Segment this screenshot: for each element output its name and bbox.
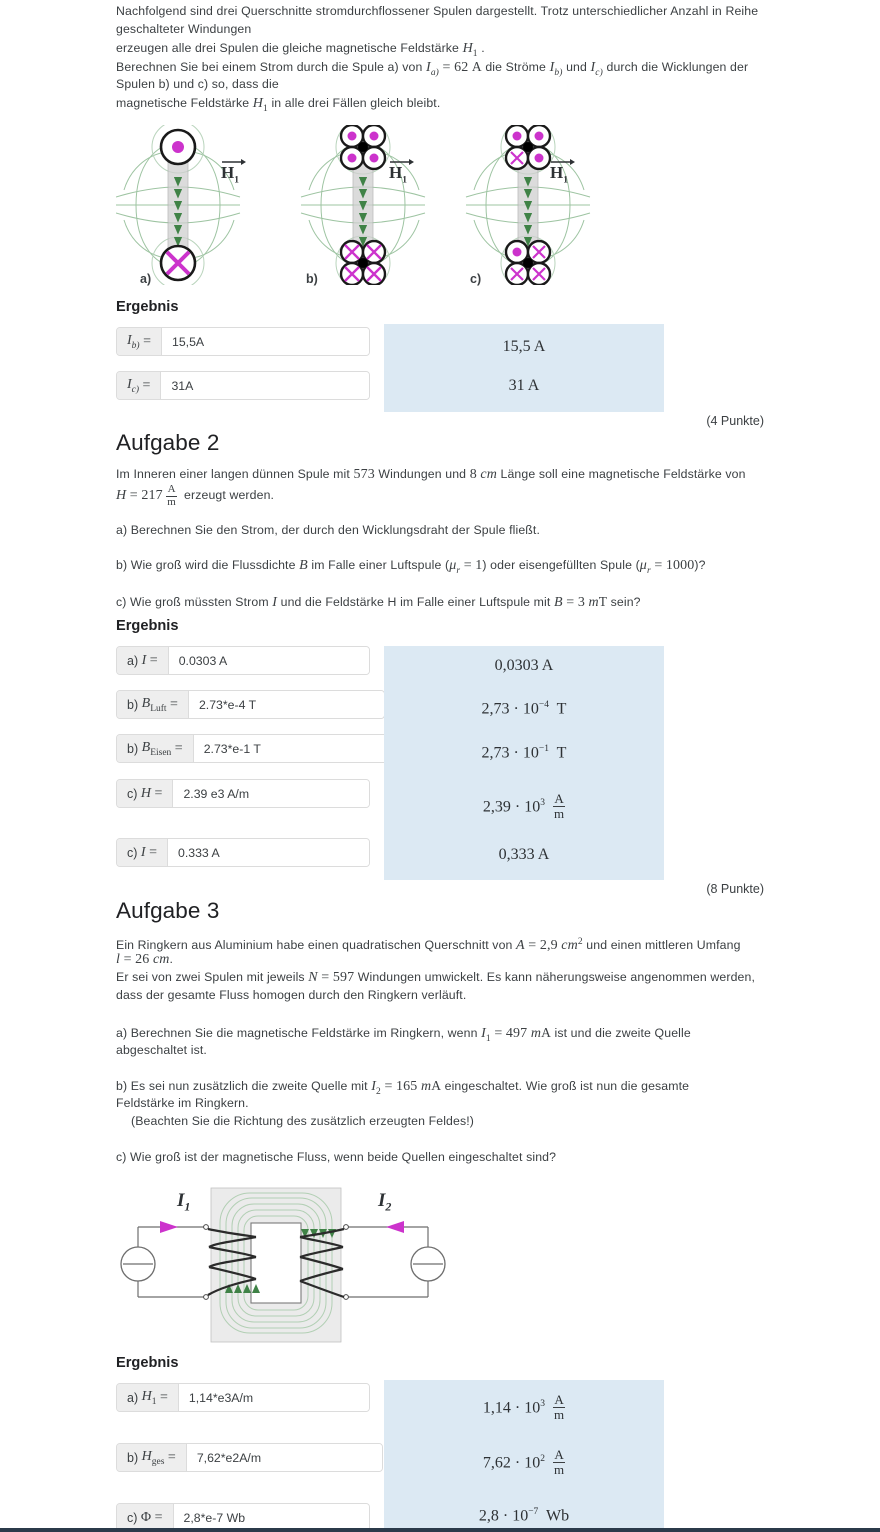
task1-intro-line-6: magnetische Feldstärke $H_1$ in alle drei Fällen gleich bleibt. xyxy=(116,96,441,114)
task2-laenge: 8 xyxy=(469,467,477,482)
coil-cross-sections-figure xyxy=(116,125,676,285)
task2-title: Aufgabe 2 xyxy=(116,430,220,455)
task3-question-b-line2: Feldstärke im Ringkern. xyxy=(116,1096,249,1110)
task2-input-label-b-BEisen: b) $B_{Eisen}$ = xyxy=(117,735,194,762)
task1-answer-Ic: 31 A xyxy=(508,377,540,394)
task2-input-field-a-I[interactable]: 0.0303 A xyxy=(169,647,369,674)
figure-caption-a: a) xyxy=(140,272,152,286)
task1-current-a: 62 xyxy=(454,60,469,75)
task2-answer-panel xyxy=(384,646,664,880)
task3-line4: dass der gesamte Fluss homogen durch den Ringkern verläuft. xyxy=(116,988,467,1002)
task2-windungen: 573 xyxy=(353,467,375,482)
task3-answer-c-Phi: $2,8 \cdot 10^{-7}$ Wb xyxy=(478,1507,570,1525)
ring-core-svg xyxy=(116,1185,456,1345)
task2-input-label-c-H: c) H = xyxy=(117,780,173,807)
coil-c xyxy=(466,125,590,285)
coil-a xyxy=(116,125,240,285)
task2-ergebnis-heading: Ergebnis xyxy=(116,618,179,634)
field-vector-label-a: $H_1$ xyxy=(221,158,247,185)
task2-input-field-c-I[interactable]: 0.333 A xyxy=(168,839,369,866)
page-bottom-edge xyxy=(0,1528,880,1532)
conductor-cluster-top-c xyxy=(506,125,550,169)
task2-input-group-c-I[interactable] xyxy=(116,838,370,867)
conductor-cluster-bottom-b xyxy=(341,241,385,285)
task3-question-b-line3: (Beachten Sie die Richtung des zusätzlich erzeugten Feldes!) xyxy=(131,1114,474,1128)
task2-input-group-a-I[interactable] xyxy=(116,646,370,675)
task3-question-a-line1: a) Berechnen Sie die magnetische Feldstärke im Ringkern, wenn $I_1 = 497$ mA ist und die zweite Quelle xyxy=(116,1025,691,1044)
task1-ergebnis-heading: Ergebnis xyxy=(116,299,179,315)
conductor-cluster-top-b xyxy=(341,125,385,169)
task3-line2: l = 26 cm. xyxy=(116,952,174,967)
task3-question-b-line1: b) Es sei nun zusätzlich die zweite Quelle mit $I_2 = 165$ mA eingeschaltet. Wie groß ist nun die gesamte xyxy=(116,1078,690,1097)
ring-core-figure xyxy=(116,1185,456,1345)
figure-caption-b: b) xyxy=(306,272,318,286)
task3-input-group-a-H1[interactable] xyxy=(116,1383,370,1412)
task3-answer-b-Hges: $7,62 \cdot 10^2$ $\frac{A}{m}$ xyxy=(482,1447,565,1478)
current-out-of-page-marker-a xyxy=(172,141,184,153)
task2-answer-a-I: 0,0303 A xyxy=(494,657,554,674)
task1-intro-line-5: Spulen b) und c) so, dass die xyxy=(116,77,279,91)
task2-answer-c-H: $2,39 \cdot 10^3$ $\frac{A}{m}$ xyxy=(482,791,565,822)
field-vector-label-b: $H_1$ xyxy=(389,158,415,185)
task3-input-label-c-Phi: c) Φ = xyxy=(117,1504,174,1531)
task2-input-group-c-H[interactable] xyxy=(116,779,370,808)
task3-ergebnis-heading: Ergebnis xyxy=(116,1355,179,1371)
task1-input-label-Ib: $I_{b)}$ = xyxy=(117,328,162,355)
conductor-cluster-bottom-c xyxy=(506,241,550,285)
task2-question-a: a) Berechnen Sie den Strom, der durch den Wicklungsdraht der Spule fließt. xyxy=(116,523,540,537)
task2-input-label-c-I: c) I = xyxy=(117,839,168,866)
task2-answer-c-I: 0,333 A xyxy=(498,846,550,863)
task2-input-field-b-BLuft[interactable]: 2.73*e-4 T xyxy=(189,691,384,718)
task2-input-field-c-H[interactable]: 2.39 e3 A/m xyxy=(173,780,369,807)
task2-question-c: c) Wie groß müssten Strom I und die Feldstärke H im Falle einer Luftspule mit B = 3 mT sein? xyxy=(116,594,641,610)
right-current-arrow xyxy=(386,1221,404,1233)
task1-input-field-Ib[interactable]: 15,5A xyxy=(162,328,369,355)
task3-line1: Ein Ringkern aus Aluminium habe einen quadratischen Querschnitt von A = 2,9 $cm^2$ und einen mittleren Umfang xyxy=(116,937,741,954)
task1-input-group-Ib[interactable] xyxy=(116,327,370,356)
task1-punkte: (4 Punkte) xyxy=(706,414,764,428)
task3-input-field-b-Hges[interactable]: 7,62*e2A/m xyxy=(187,1444,382,1471)
task3-line3: Er sei von zwei Spulen mit jeweils N = 597 Windungen umwickelt. Es kann näherungsweise angenommen werden, xyxy=(116,970,756,985)
task1-intro-line-4: Berechnen Sie bei einem Strom durch die Spule a) von $I_{a)} = 62$ A die Ströme $I_{b)}$ und $I_{c)}$ durch die Wicklungen der xyxy=(116,59,749,78)
ring-core-label-I2: $I_2$ xyxy=(378,1190,392,1214)
task3-input-group-b-Hges[interactable] xyxy=(116,1443,383,1472)
task3-question-a-line2: abgeschaltet ist. xyxy=(116,1043,207,1057)
task2-body-line2: H = 217 $\frac{A}{m}$ erzeugt werden. xyxy=(116,483,275,508)
task3-input-label-a-H1: a) $H_1$ = xyxy=(117,1384,179,1411)
task1-input-field-Ic[interactable]: 31A xyxy=(161,372,369,399)
task2-answer-b-BLuft: $2,73 \cdot 10^{-4}$ T xyxy=(481,700,567,718)
task3-answer-panel xyxy=(384,1380,664,1532)
task2-input-group-b-BEisen[interactable] xyxy=(116,734,388,763)
task1-intro-line-3: erzeugen alle drei Spulen die gleiche magnetische Feldstärke $H_1$ . xyxy=(116,41,485,59)
task1-answer-panel xyxy=(384,324,664,412)
task1-input-group-Ic[interactable] xyxy=(116,371,370,400)
task2-body-line1: Im Inneren einer langen dünnen Spule mit 573 Windungen und 8 cm Länge soll eine magnetische Feldstärke von xyxy=(116,467,746,482)
task2-answer-b-BEisen: $2,73 \cdot 10^{-1}$ T xyxy=(481,744,567,762)
task2-H-value: 217 xyxy=(141,488,163,504)
task3-input-field-c-Phi[interactable]: 2,8*e-7 Wb xyxy=(174,1504,369,1531)
coil-b xyxy=(301,125,425,285)
coil-figure-svg xyxy=(116,125,676,285)
task2-input-label-b-BLuft: b) $B_{Luft}$ = xyxy=(117,691,189,718)
task1-intro-line-1: Nachfolgend sind drei Querschnitte stromdurchflossener Spulen dargestellt. Trotz unterschiedlicher Anzahl in Reihe xyxy=(116,4,759,18)
task2-input-field-b-BEisen[interactable]: 2.73*e-1 T xyxy=(194,735,387,762)
field-vector-label-c: $H_1$ xyxy=(550,158,576,185)
task1-answer-Ib: 15,5 A xyxy=(502,338,546,355)
task2-question-b: b) Wie groß wird die Flussdichte B im Falle einer Luftspule $(\mu_r = 1)$ oder eisengefüllten Spule $(\mu_r = 1000)$? xyxy=(116,558,706,576)
task2-input-label-a-I: a) I = xyxy=(117,647,169,674)
figure-caption-c: c) xyxy=(470,272,482,286)
task3-input-label-b-Hges: b) $H_{ges}$ = xyxy=(117,1444,187,1471)
task2-punkte: (8 Punkte) xyxy=(706,882,764,896)
task3-title: Aufgabe 3 xyxy=(116,898,220,923)
task3-answer-a-H1: $1,14 \cdot 10^3$ $\frac{A}{m}$ xyxy=(482,1392,565,1423)
ring-core-label-I1: $I_1$ xyxy=(177,1190,191,1214)
task1-intro-line-2: geschalteter Windungen xyxy=(116,22,252,36)
left-current-arrow xyxy=(160,1221,178,1233)
task1-input-label-Ic: $I_{c)}$ = xyxy=(117,372,161,399)
task2-input-group-b-BLuft[interactable] xyxy=(116,690,385,719)
task3-question-c: c) Wie groß ist der magnetische Fluss, wenn beide Quellen eingeschaltet sind? xyxy=(116,1150,557,1164)
task3-input-field-a-H1[interactable]: 1,14*e3A/m xyxy=(179,1384,369,1411)
